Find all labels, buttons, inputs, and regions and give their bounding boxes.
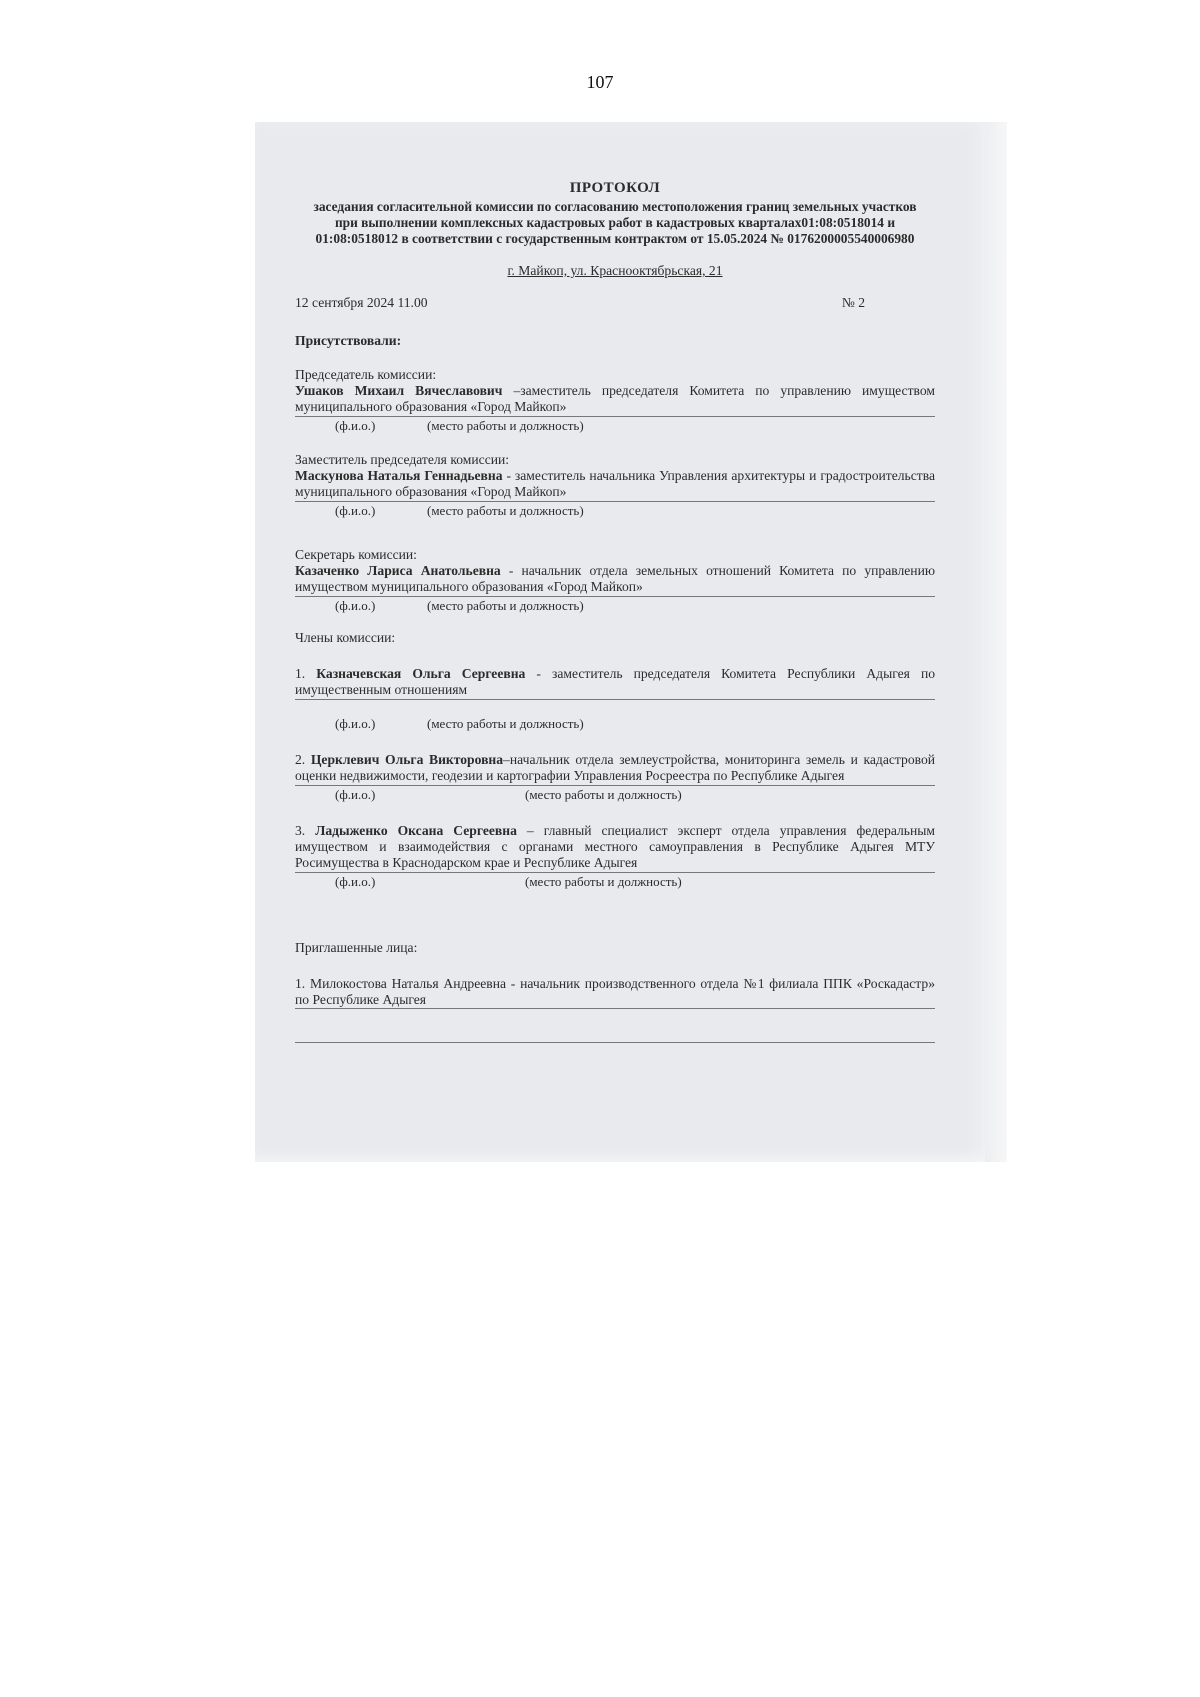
member-position: –начальник отдела землеустройства, мониторинга земель и кадастровой оценки недвижимости, геодезии и картографии Управления Росреестра по Республике Адыгея	[295, 752, 936, 783]
member-entry	[295, 752, 935, 786]
member-position: – главный специалист эксперт отдела управления федеральным имуществом и взаимодействия с органами местного самоуправления в Республике Адыгея МТУ Росимущества в Краснодарском крае и Республике Адыгея	[295, 823, 936, 870]
caption-position: (место работы и должность)	[427, 418, 584, 433]
secretary-entry	[295, 563, 935, 597]
caption-fio: (ф.и.о.)	[335, 874, 376, 889]
member-position: - заместитель председателя Комитета Республики Адыгея по имущественным отношениям	[295, 666, 936, 697]
invited-entry: 1. Милокостова Наталья Андреевна - начальник производственного отдела №1 филиала ППК «Роскадастр» по Республике Адыгея	[295, 976, 935, 1007]
member-caption	[295, 716, 935, 732]
caption-position: (место работы и должность)	[427, 716, 584, 731]
chairman-position: –заместитель председателя Комитета по управлению имуществом муниципального образования «Город Майкоп»	[295, 383, 935, 414]
member-number: 3.	[295, 823, 316, 838]
chairman-name: Ушаков Михаил Вячеславович	[295, 383, 503, 398]
blank-signature-line	[295, 1041, 935, 1043]
caption-position: (место работы и должность)	[525, 874, 682, 889]
member-name: Ладыженко Оксана Сергеевна	[315, 823, 517, 838]
present-label: Присутствовали:	[295, 333, 402, 348]
chairman-caption	[295, 418, 935, 434]
scan-edge	[985, 122, 1007, 1162]
meeting-location	[295, 263, 935, 279]
deputy-entry	[295, 468, 935, 502]
caption-position: (место работы и должность)	[525, 787, 682, 802]
deputy-position: - заместитель начальника Управления архитектуры и градостроительства муниципального образования «Город Майкоп»	[295, 468, 935, 499]
caption-fio: (ф.и.о.)	[335, 598, 376, 613]
member-number: 1.	[295, 666, 317, 681]
caption-fio: (ф.и.о.)	[335, 716, 376, 731]
secretary-role: Секретарь комиссии:	[295, 547, 417, 562]
caption-position: (место работы и должность)	[427, 598, 584, 613]
member-entry	[295, 823, 935, 873]
member-caption	[295, 874, 935, 890]
deputy-caption	[295, 503, 935, 519]
document-header	[295, 180, 935, 247]
caption-position: (место работы и должность)	[427, 503, 584, 518]
member-name: Церклевич Ольга Викторовна	[310, 752, 504, 767]
secretary-caption	[295, 598, 935, 614]
secretary-position: - начальник отдела земельных отношений Комитета по управлению имуществом муниципального образования «Город Майкоп»	[295, 563, 935, 594]
location-text: г. Майкоп, ул. Краснооктябрьская, 21	[507, 263, 723, 278]
document-title: ПРОТОКОЛ	[569, 180, 661, 196]
caption-fio: (ф.и.о.)	[335, 418, 376, 433]
members-label: Члены комиссии:	[295, 630, 396, 645]
scanned-document	[255, 122, 1007, 1162]
page-number: 107	[586, 72, 614, 92]
chairman-entry	[295, 383, 935, 417]
document-subtitle: заседания согласительной комиссии по согласованию местоположения границ земельных участков при выполнении комплексных кадастровых работ в кадастровых кварталах01:08:0518014 и 01:08:0518012 в соответствии с государственным контрактом от 15.05.2024 № 0176200005540006980	[313, 199, 917, 246]
deputy-role: Заместитель председателя комиссии:	[295, 452, 510, 467]
caption-fio: (ф.и.о.)	[335, 503, 376, 518]
deputy-name: Маскунова Наталья Геннадьевна	[295, 468, 503, 483]
member-caption	[295, 787, 935, 803]
meeting-datetime: 12 сентября 2024 11.00	[295, 295, 428, 310]
protocol-document	[295, 122, 935, 1043]
member-entry	[295, 666, 935, 700]
member-name: Казначевская Ольга Сергеевна	[316, 666, 526, 681]
member-number: 2.	[295, 752, 311, 767]
invited-label: Приглашенные лица:	[295, 940, 418, 955]
date-row	[295, 295, 935, 311]
protocol-number: № 2	[841, 295, 865, 310]
chairman-role: Председатель комиссии:	[295, 367, 437, 382]
secretary-name: Казаченко Лариса Анатольевна	[295, 563, 501, 578]
caption-fio: (ф.и.о.)	[335, 787, 376, 802]
